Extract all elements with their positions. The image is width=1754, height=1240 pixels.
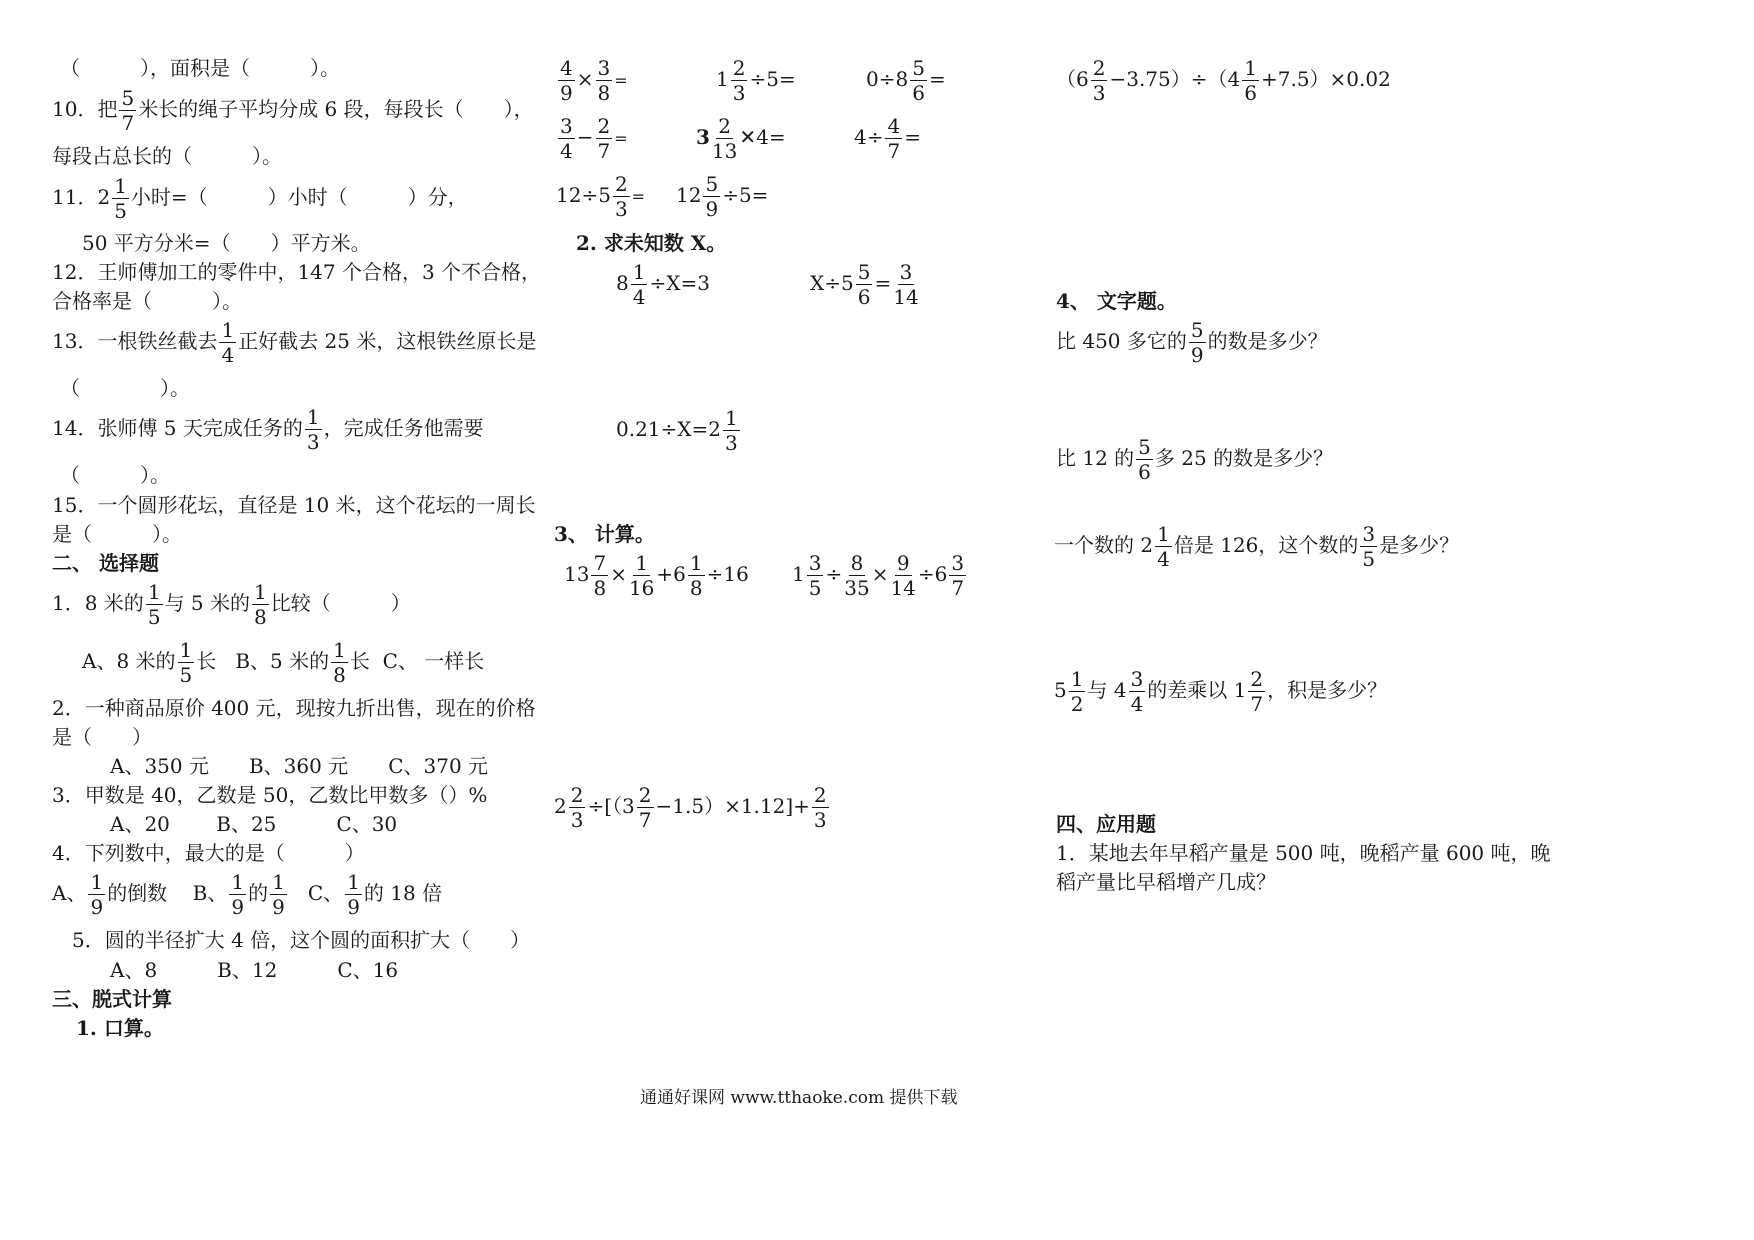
word-problem-2 [1056,437,1333,482]
fraction [1248,669,1265,714]
text: 与 4 [1087,678,1127,702]
numerator: 1 [1244,56,1257,80]
fraction [88,872,105,917]
fraction [1136,437,1153,482]
question-14 [52,407,484,452]
text: 2 [554,794,567,818]
choice-4: 4．下列数中，最大的是（ ） [52,841,365,865]
question-12: 12．王师傅加工的零件中，147 个合格，3 个不合格， [52,260,542,284]
text: 小时=（ ）小时（ ）分， [130,185,468,209]
denominator: 3 [725,431,738,455]
denominator: 6 [1138,460,1151,484]
numerator: 1 [231,870,245,894]
footer-source: 通通好课网 www.tthaoke.com 提供下载 [640,1088,958,1108]
text: ，面积是 [150,56,230,80]
denominator: 8 [597,81,611,105]
blank: （ ） [230,56,320,80]
question-15: 15．一个圆形花坛，直径是 10 米，这个花坛的一周长 [52,493,536,517]
option-a: A、8 米的 [82,649,176,673]
denominator: 6 [912,81,925,105]
text: 12 [676,183,702,207]
numerator: 2 [1250,667,1264,691]
numerator: 1 [114,174,127,198]
denominator: 4 [632,285,646,309]
numerator: 1 [333,638,346,662]
fraction [1155,524,1172,569]
numerator: 1 [272,870,285,894]
denominator: 3 [813,808,827,832]
denominator: 6 [1244,81,1257,105]
text: ÷16 [706,562,749,586]
fraction [712,116,737,161]
fraction [119,88,136,133]
numerator: 3 [560,114,573,138]
text: 是多少？ [1379,533,1460,557]
section-heading-calc: 三、脱式计算 [52,987,172,1011]
choice-4-options [52,872,442,917]
operator: −1.5）×1.12]+ [655,794,810,818]
text: 1 [792,562,805,586]
text: 4÷ [854,125,884,149]
mental-calc-4 [556,116,628,161]
denominator: 8 [689,576,703,600]
fraction [178,640,195,685]
text: 0÷8 [866,67,909,91]
denominator: 5 [179,663,193,687]
denominator: 7 [638,808,652,832]
numerator: 1 [1157,522,1170,546]
mental-calc-3 [866,58,946,103]
denominator: 9 [347,895,360,919]
text: 的 [248,881,269,905]
choice-5: 5．圆的半径扩大 4 倍，这个圆的面积扩大（ ） [72,928,531,952]
word-problem-1 [1056,320,1328,365]
calc-2 [792,553,968,598]
fraction [844,553,869,598]
operator: ÷[（3 [587,794,635,818]
numerator: 8 [850,551,864,575]
fraction [812,785,829,830]
fraction [558,58,575,103]
fraction [270,872,287,917]
operator: × [576,67,594,91]
equals: = [631,187,646,206]
option-c: C、 一样长 [382,649,485,673]
fraction [688,553,705,598]
calc-4 [1056,58,1391,103]
fraction [1091,58,1108,103]
mental-calc-5 [696,116,786,161]
text: 5 [1054,678,1067,702]
numerator: 5 [121,86,135,110]
numerator: 1 [1070,667,1084,691]
fraction [629,553,654,598]
denominator: 5 [808,576,822,600]
subheading-mental: 1. 口算。 [76,1016,164,1040]
fraction [910,58,927,103]
numerator: 1 [179,638,193,662]
text: 多 25 的数是多少？ [1154,446,1334,470]
denominator: 4 [221,343,235,367]
numerator: 3 [808,551,822,575]
numerator: 1 [147,580,161,604]
application-1-line2: 稻产量比早稻增产几成？ [1056,870,1276,894]
numerator: 5 [705,172,719,196]
numerator: 3 [1362,522,1376,546]
question-14-line2: （ ）。 [60,463,170,487]
subheading-calc: 3、 计算。 [554,522,655,546]
word-problem-4 [1054,669,1387,714]
denominator: 7 [951,576,965,600]
denominator: 4 [560,139,573,163]
question-10 [52,88,534,133]
choice-1 [52,582,411,627]
denominator: 8 [254,605,267,629]
fraction [331,640,348,685]
text: 13．一根铁丝截去 [52,329,218,353]
option-a: A、 [52,881,87,905]
text: 长 [349,649,370,673]
choice-2: 2．一种商品原价 400 元，现按九折出售，现在的价格 [52,696,536,720]
numerator: 2 [570,783,584,807]
text: 的数是多少？ [1207,329,1328,353]
denominator: 9 [231,895,245,919]
fraction [613,174,630,219]
mental-calc-1 [556,58,628,103]
fraction [569,785,586,830]
denominator: 6 [857,285,871,309]
section-heading-application: 四、应用题 [1056,812,1156,836]
text: 比 450 多它的 [1056,329,1187,353]
text: 11．2 [52,185,111,209]
fraction [112,176,129,221]
text: ÷X=3 [649,271,710,295]
operator: −3.75）÷（4 [1109,67,1241,91]
word-problem-3 [1054,524,1459,569]
fraction [723,408,740,453]
text: 倍是 126，这个数的 [1173,533,1359,557]
fraction [893,262,918,307]
question-11 [52,176,468,221]
text: 的差乘以 1 [1147,678,1247,702]
numerator: 1 [689,551,703,575]
denominator: 4 [1157,547,1170,571]
calc-1 [564,553,749,598]
numerator: 2 [1092,56,1106,80]
text: 一个数的 2 [1054,533,1154,557]
denominator: 9 [90,895,104,919]
numerator: 1 [725,406,738,430]
denominator: 35 [844,576,870,600]
numerator: 9 [896,551,910,575]
numerator: 2 [732,56,746,80]
equation-1 [616,262,710,307]
question-13-line2: （ ）。 [60,376,190,400]
fraction [596,116,613,161]
operator: +6 [656,562,686,586]
text: 比 12 的 [1056,446,1135,470]
equals: = [614,71,628,90]
denominator: 8 [333,663,346,687]
application-1: 1．某地去年早稻产量是 500 吨，晚稻产量 600 吨，晚 [1056,841,1551,865]
fraction [890,553,915,598]
equals: = [904,125,921,149]
fraction [305,407,322,452]
text: 14．张师傅 5 天完成任务的 [52,416,303,440]
choice-2-line2: 是（ ） [52,725,152,749]
numerator: 1 [635,551,649,575]
numerator: 1 [306,405,320,429]
fraction [703,174,720,219]
text: ，积是多少？ [1267,678,1388,702]
fraction [807,553,824,598]
fraction [591,553,608,598]
text: 10．把 [52,97,118,121]
numerator: 5 [1138,435,1151,459]
option-b: B、5 米的 [235,649,330,673]
text: 与 5 米的 [164,591,250,615]
denominator: 9 [1190,343,1204,367]
denominator: 3 [570,808,584,832]
numerator: 2 [813,783,827,807]
choice-3-options: A、20 B、25 C、30 [110,812,398,836]
numerator: 2 [614,172,628,196]
question-11-line2: 50 平方分米=（ ）平方米。 [82,231,371,255]
fraction [596,58,613,103]
fraction [219,320,236,365]
mental-calc-8 [676,174,768,219]
text: ，完成任务他需要 [323,416,484,440]
operator: ÷ [825,562,843,586]
text: 的 18 倍 [363,881,443,905]
denominator: 3 [614,197,628,221]
q9-tail [60,58,340,78]
text: 。 [320,56,340,80]
numerator: 4 [887,114,901,138]
fraction [1129,669,1146,714]
fraction [1360,524,1377,569]
numerator: 1 [347,870,360,894]
mental-calc-2 [716,58,796,103]
section-heading-choice: 二、 选择题 [52,551,159,575]
text: 正好截去 25 米，这根铁丝原长是 [238,329,537,353]
fraction [637,785,654,830]
numerator: 3 [899,260,913,284]
fraction [885,116,902,161]
fraction [1242,58,1259,103]
text: 0.21÷X=2 [616,417,722,441]
numerator: 5 [857,260,871,284]
fraction [146,582,163,627]
numerator: 1 [632,260,646,284]
option-b: B、 [192,881,228,905]
option-c: C、 [307,881,344,905]
numerator: 3 [1130,667,1144,691]
numerator: 1 [90,870,104,894]
denominator: 13 [711,139,738,163]
numerator: 5 [912,56,925,80]
denominator: 9 [272,895,285,919]
equals: = [928,67,946,91]
equals: = [614,129,628,148]
denominator: 5 [114,199,127,223]
text: 12÷5 [556,183,611,207]
text: 13 [564,562,590,586]
fraction [345,872,362,917]
denominator: 9 [705,197,719,221]
numerator: 4 [560,56,573,80]
numerator: 2 [638,783,652,807]
denominator: 3 [306,430,320,454]
fraction [1189,320,1206,365]
denominator: 9 [560,81,573,105]
question-12-line2: 合格率是（ ）。 [52,289,242,313]
question-15-line2: 是（ ）。 [52,522,182,546]
fraction [1069,669,1086,714]
denominator: 2 [1070,692,1084,716]
denominator: 7 [887,139,901,163]
denominator: 5 [1362,547,1376,571]
numerator: 7 [593,551,607,575]
denominator: 8 [593,576,607,600]
mental-calc-6 [854,116,921,161]
numerator: 2 [597,114,611,138]
numerator: 1 [254,580,267,604]
text: 1．8 米的 [52,591,144,615]
denominator: 7 [1250,692,1264,716]
text: 长 [196,649,217,673]
denominator: 4 [1130,692,1144,716]
whole: 3 [696,125,710,149]
choice-2-options: A、350 元 B、360 元 C、370 元 [110,754,489,778]
numerator: 3 [951,551,965,575]
equals: = [874,271,892,295]
choice-5-options: A、8 B、12 C、16 [110,958,399,982]
section-heading-word: 4、 文字题。 [1056,289,1177,313]
operator: ÷6 [917,562,948,586]
text: （6 [1056,67,1089,91]
calc-3 [554,785,831,830]
whole: 1 [716,67,729,91]
denominator: 7 [597,139,611,163]
equation-3 [616,408,742,453]
choice-1-options [82,640,484,685]
blank: （ ） [60,56,150,80]
text: ÷5= [749,67,796,91]
numerator: 2 [718,114,732,138]
question-10-line2: 每段占总长的（ ）。 [52,144,282,168]
fraction [631,262,648,307]
choice-3: 3．甲数是 40，乙数是 50，乙数比甲数多（）% [52,783,488,807]
text: 比较（ ） [270,591,411,615]
operator: × [610,562,627,586]
denominator: 16 [628,576,655,600]
mental-calc-7 [556,174,645,219]
fraction [252,582,269,627]
equation-2 [810,262,921,307]
question-13 [52,320,536,365]
denominator: 14 [890,576,916,600]
operator: − [576,125,594,149]
denominator: 3 [1092,81,1106,105]
fraction [558,116,575,161]
text: ÷5= [722,183,769,207]
operator: × [871,562,889,586]
text: 米长的绳子平均分成 6 段，每段长（ ）， [138,97,534,121]
text: 8 [616,271,629,295]
fraction [731,58,748,103]
denominator: 14 [893,285,919,309]
denominator: 7 [121,111,135,135]
text: X÷5 [810,271,854,295]
denominator: 5 [147,605,161,629]
fraction [856,262,873,307]
denominator: 3 [732,81,746,105]
fraction [229,872,246,917]
operator: +7.5）×0.02 [1260,67,1391,91]
subheading-solve-x: 2. 求未知数 X。 [576,231,727,255]
text: ✕4= [739,125,786,149]
numerator: 5 [1190,318,1204,342]
numerator: 3 [597,56,611,80]
numerator: 1 [221,318,235,342]
text: 的倒数 [107,881,168,905]
fraction [949,553,966,598]
